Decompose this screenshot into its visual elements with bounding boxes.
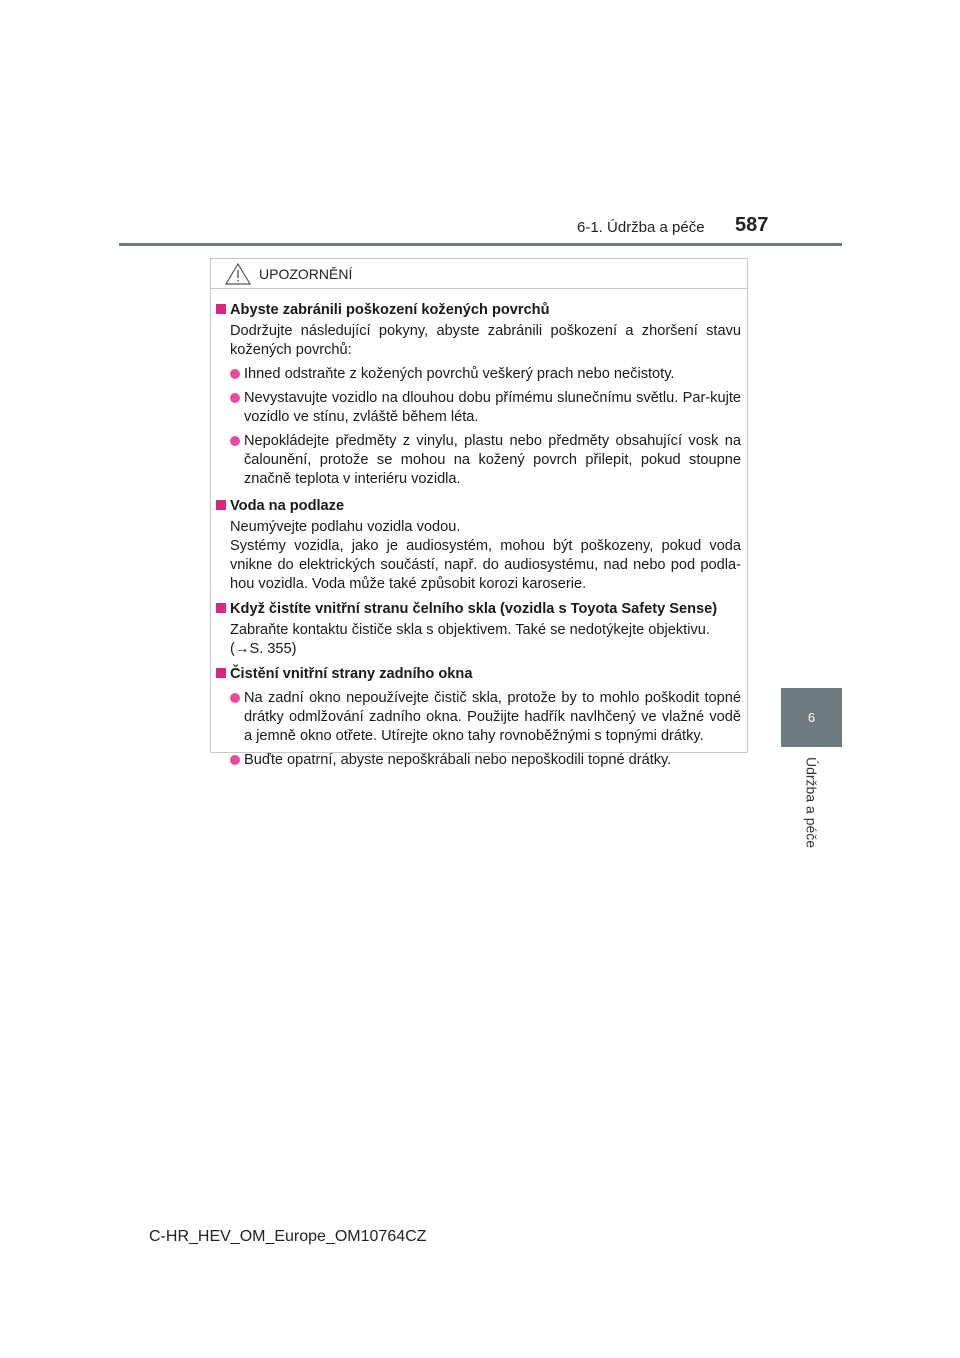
list-item-text: Na zadní okno nepoužívejte čistič skla, protože by to mohlo poškodit topné drátky odmlžování zadního okna. Použijte hadřík navlhčený ve vlažné vodě a jemně okno otřete. Utírejte okno tahy rovnoběžnými s topnými drátky. xyxy=(244,690,741,744)
round-bullet-icon xyxy=(230,436,240,446)
chapter-tab[interactable] xyxy=(781,688,842,747)
running-header-section: 6-1. Údržba a péče xyxy=(577,219,705,236)
list-item xyxy=(216,432,741,489)
section-title-text: Když čistíte vnitřní stranu čelního skla (vozidla s Toyota Safety Sense) xyxy=(230,601,718,617)
section-title xyxy=(216,497,741,516)
section-title xyxy=(216,600,741,619)
section-paragraph: Neumývejte podlahu vozidla vodou. xyxy=(230,519,461,535)
list-item xyxy=(216,389,741,427)
list-item-text: Nevystavujte vozidlo na dlouhou dobu přímému slunečnímu světlu. Par-kujte vozidlo ve stínu, zvláště během léta. xyxy=(244,390,741,425)
section-title-text: Abyste zabránili poškození kožených povrchů xyxy=(230,302,550,318)
list-item xyxy=(216,365,741,384)
square-bullet-icon xyxy=(216,668,226,678)
list-item-text: Ihned odstraňte z kožených povrchů veškerý prach nebo nečistoty. xyxy=(244,366,675,382)
section-paragraph: Zabraňte kontaktu čističe skla s objektivem. Také se nedotýkejte objektivu. xyxy=(230,622,710,638)
chapter-number: 6 xyxy=(807,710,816,725)
document-code: C-HR_HEV_OM_Europe_OM10764CZ xyxy=(149,1228,427,1245)
warning-label: UPOZORNĚNÍ xyxy=(259,265,353,282)
square-bullet-icon xyxy=(216,500,226,510)
round-bullet-icon xyxy=(230,369,240,379)
chapter-label: Údržba a péče xyxy=(803,757,820,849)
round-bullet-icon xyxy=(230,755,240,765)
section-paragraph: Systémy vozidla, jako je audiosystém, mohou být poškozeny, pokud voda vnikne do elektrických součástí, např. do audiosystému, nad nebo pod podla-hou vozidla. Voda může také způsobit korozi karoserie. xyxy=(230,538,741,592)
section-title xyxy=(216,301,741,320)
section-title-text: Voda na podlaze xyxy=(230,498,345,514)
chapter-side-label xyxy=(781,757,842,857)
section-title xyxy=(216,665,741,684)
warning-body xyxy=(211,289,747,770)
square-bullet-icon xyxy=(216,603,226,613)
list-item-text: Nepokládejte předměty z vinylu, plastu nebo předměty obsahující vosk na čalounění, protože se mohou na kožený povrch přilepit, pokud stoupne značně teplota v interiéru vozidla. xyxy=(244,433,741,487)
header-rule xyxy=(119,243,842,246)
section-title-text: Čistění vnitřní strany zadního okna xyxy=(230,666,473,682)
list-item xyxy=(216,751,741,770)
square-bullet-icon xyxy=(216,304,226,314)
warning-header xyxy=(211,259,747,289)
list-item-text: Buďte opatrní, abyste nepoškrábali nebo nepoškodili topné drátky. xyxy=(244,752,672,768)
warning-box xyxy=(210,258,748,768)
round-bullet-icon xyxy=(230,393,240,403)
list-item xyxy=(216,689,741,746)
section-paragraph: Dodržujte následující pokyny, abyste zabránili poškození a zhoršení stavu kožených povrchů: xyxy=(230,323,741,358)
section-paragraph: (→S. 355) xyxy=(230,641,297,657)
warning-triangle-icon xyxy=(225,263,251,285)
round-bullet-icon xyxy=(230,693,240,703)
page-number: 587 xyxy=(735,214,769,236)
